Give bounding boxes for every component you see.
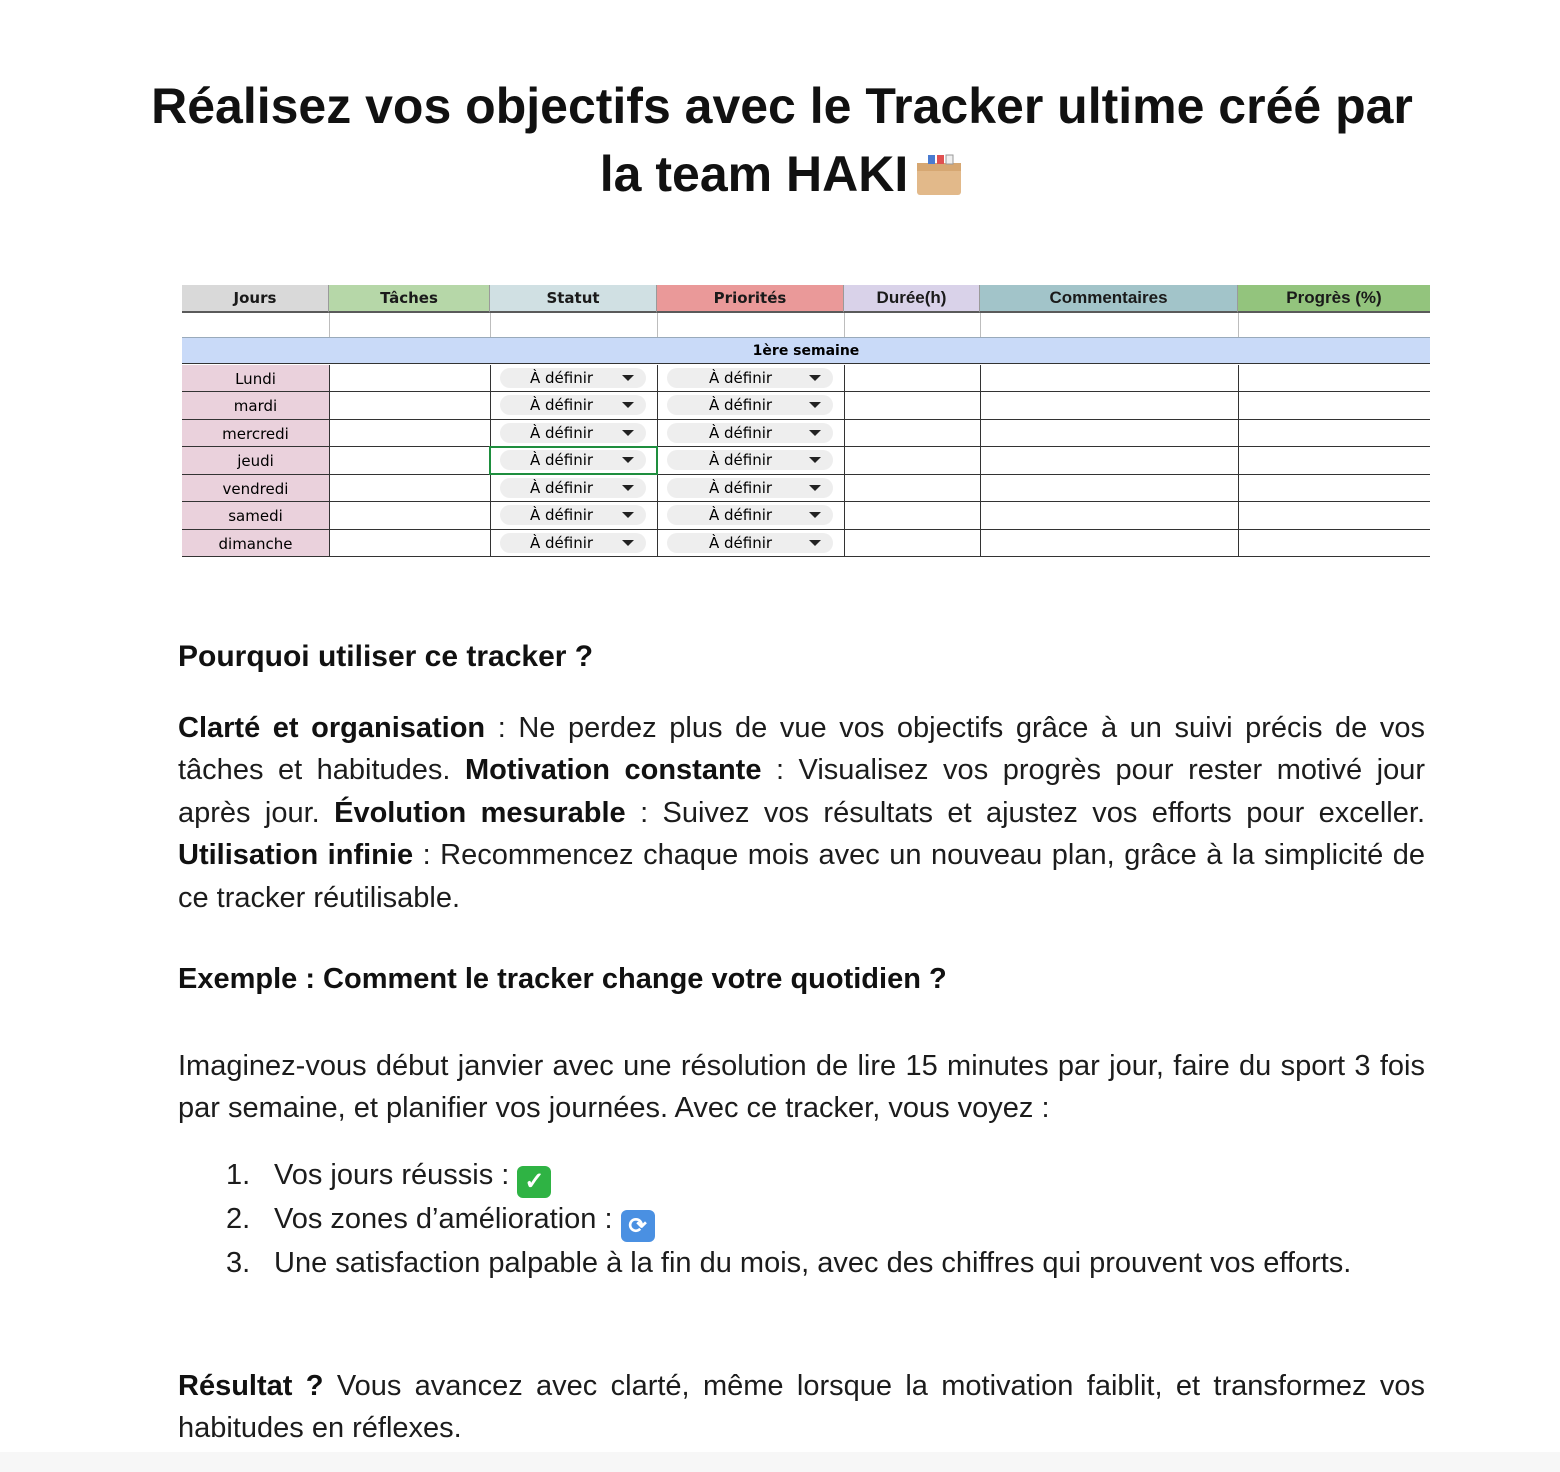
chevron-down-icon xyxy=(809,540,821,546)
why-paragraph: Clarté et organisation : Ne perdez plus de vue vos objectifs grâce à un suivi précis de vos tâches et habitudes. Motivation constante : Visualisez vos progrès pour rester motivé jour après jour. Évolution mesurable : Suivez vos résultats et ajustez vos efforts pour exceller. Utilisation infinie : Recommencez chaque mois avec un nouveau plan, grâce à la simplicité de ce tracker réutilisable. xyxy=(178,712,1425,914)
priorite-dropdown[interactable]: À définir xyxy=(667,423,833,443)
chevron-down-icon xyxy=(809,457,821,463)
statut-dropdown[interactable]: À définir xyxy=(500,478,646,498)
statut-dropdown[interactable]: À définir xyxy=(500,505,646,525)
check-mark-icon: ✓ xyxy=(517,1166,551,1198)
priorite-dropdown[interactable]: À définir xyxy=(667,368,833,388)
statut-dropdown[interactable]: À définir xyxy=(500,395,646,415)
section-heading-example: Exemple : Comment le tracker change votre quotidien ? xyxy=(178,963,947,995)
statut-dropdown[interactable]: À définir xyxy=(500,368,646,388)
tracker-spreadsheet xyxy=(182,285,1430,559)
priorite-dropdown[interactable]: À définir xyxy=(667,450,833,470)
selected-cell xyxy=(489,446,658,475)
list-item: 3. Une satisfaction palpable à la fin du mois, avec des chiffres qui prouvent vos efforts. xyxy=(226,1247,1352,1279)
chevron-down-icon xyxy=(622,402,634,408)
page-bottom-edge xyxy=(0,1452,1560,1472)
statut-dropdown[interactable]: À définir xyxy=(500,533,646,553)
day-cell: vendredi xyxy=(182,475,329,502)
header-progres: Progrès (%) xyxy=(1238,285,1430,313)
chevron-down-icon xyxy=(809,485,821,491)
day-cell: Lundi xyxy=(182,365,329,392)
header-duree: Durée(h) xyxy=(844,285,980,313)
example-list xyxy=(178,1154,1425,1284)
header-priorites: Priorités xyxy=(657,285,844,313)
chevron-down-icon xyxy=(809,375,821,381)
result-paragraph: Résultat ? Vous avancez avec clarté, même lorsque la motivation faiblit, et transformez vos habitudes en réflexes. xyxy=(178,1370,1425,1445)
chevron-down-icon xyxy=(622,540,634,546)
week-label: 1ère semaine xyxy=(182,337,1430,364)
day-cell: mercredi xyxy=(182,420,329,447)
list-item: 2. Vos zones d’amélioration : ⟳ xyxy=(178,1198,1425,1242)
priorite-dropdown[interactable]: À définir xyxy=(667,478,833,498)
section-heading-why: Pourquoi utiliser ce tracker ? xyxy=(178,640,594,673)
header-commentaires: Commentaires xyxy=(980,285,1238,313)
card-index-box-icon xyxy=(914,146,964,214)
day-cell: samedi xyxy=(182,502,329,529)
header-taches: Tâches xyxy=(329,285,490,313)
example-intro: Imaginez-vous début janvier avec une résolution de lire 15 minutes par jour, faire du sport 3 fois par semaine, et planifier vos journées. Avec ce tracker, vous voyez : xyxy=(178,1050,1425,1125)
priorite-dropdown[interactable]: À définir xyxy=(667,395,833,415)
day-cell: dimanche xyxy=(182,530,329,557)
day-cell: mardi xyxy=(182,392,329,419)
chevron-down-icon xyxy=(809,512,821,518)
day-cell: jeudi xyxy=(182,447,329,474)
chevron-down-icon xyxy=(622,430,634,436)
priorite-dropdown[interactable]: À définir xyxy=(667,533,833,553)
chevron-down-icon xyxy=(622,512,634,518)
chevron-down-icon xyxy=(622,375,634,381)
chevron-down-icon xyxy=(809,402,821,408)
header-jours: Jours xyxy=(182,285,329,313)
priorite-dropdown[interactable]: À définir xyxy=(667,505,833,525)
statut-dropdown[interactable]: À définir xyxy=(500,423,646,443)
cycle-arrows-icon: ⟳ xyxy=(621,1210,655,1242)
chevron-down-icon xyxy=(809,430,821,436)
page-title: Réalisez vos objectifs avec le Tracker ultime créé par la team HAKI xyxy=(150,72,1414,214)
header-statut: Statut xyxy=(490,285,657,313)
list-item: 1. Vos jours réussis : ✓ xyxy=(178,1154,1425,1198)
statut-dropdown[interactable]: À définir xyxy=(500,450,646,470)
chevron-down-icon xyxy=(622,485,634,491)
